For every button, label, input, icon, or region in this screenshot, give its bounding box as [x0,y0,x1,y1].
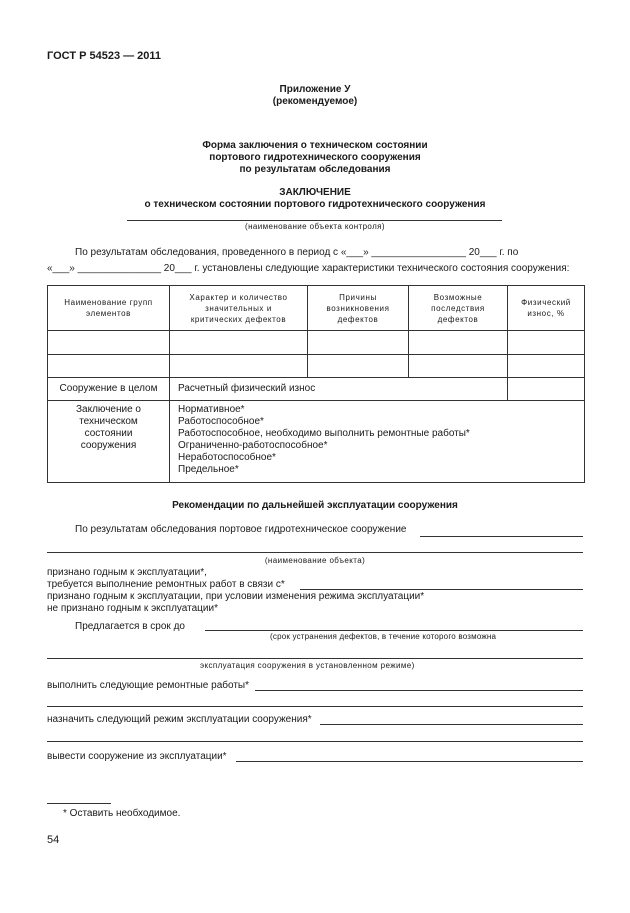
header-physical-wear: Физический износ, % [508,286,585,331]
table-cell[interactable] [48,355,170,378]
technical-state-table [47,285,585,483]
conclusion-label: Заключение о техническом состоянии сооружения [48,401,170,483]
table-cell[interactable] [308,331,409,355]
table-row-structure [48,378,585,401]
conditions-cell [170,401,585,483]
appendix-title: Приложение У [279,84,351,95]
option-fit[interactable]: признано годным к эксплуатации*, [47,567,207,578]
form-title-line2: портового гидротехнического сооружения [209,152,421,163]
condition-option[interactable]: Работоспособное* [178,416,264,427]
condition-option[interactable]: Работоспособное, необходимо выполнить ремонтные работы* [178,428,470,439]
table-cell[interactable] [508,331,585,355]
header-causes: Причины возникновения дефектов [308,286,409,331]
term-field[interactable] [205,630,583,631]
structure-name-field[interactable] [420,536,583,537]
table-row [48,331,585,355]
repair-works-field-2[interactable] [47,706,583,707]
option-repair-needed[interactable]: требуется выполнение ремонтных работ в связи с* [47,579,285,590]
condition-option[interactable]: Предельное* [178,464,239,475]
header-defects: Характер и количество значительных и критических дефектов [170,286,308,331]
recommendations-heading: Рекомендации по дальнейшей эксплуатации сооружения [172,500,458,511]
standard-header: ГОСТ Р 54523 — 2011 [47,50,162,62]
object-caption: (наименование объекта) [264,556,366,565]
option-fit-conditional[interactable]: признано годным к эксплуатации, при условии изменения режима эксплуатации* [47,591,425,602]
header-consequences: Возможные последствия дефектов [409,286,508,331]
form-title-line1: Форма заключения о техническом состоянии [202,140,428,151]
operation-mode-label: назначить следующий режим эксплуатации сооружения* [47,714,312,725]
table-row [48,355,585,378]
table-cell[interactable] [48,331,170,355]
table-cell[interactable] [409,355,508,378]
footnote-text: * Оставить необходимое. [63,808,181,819]
condition-option[interactable]: Ограниченно-работоспособное* [178,440,328,451]
form-title-line3: по результатам обследования [239,164,391,175]
conclusion-heading: ЗАКЛЮЧЕНИЕ [279,187,351,198]
term-caption-1: (срок устранения дефектов, в течение которого возможна [270,632,497,641]
footnote-separator [47,803,111,804]
physical-wear-value[interactable] [508,378,585,401]
table-header-row [48,286,585,331]
table-cell[interactable] [409,331,508,355]
intro-line1: По результатам обследования, проведенного в период с «___» _________________ 20___ г. по [75,247,519,258]
operation-mode-field[interactable] [320,724,583,725]
table-cell[interactable] [308,355,409,378]
term-caption-2: эксплуатация сооружения в установленном режиме) [200,661,415,670]
object-name-line[interactable] [127,220,502,221]
physical-wear-label: Расчетный физический износ [170,378,508,401]
table-row-conclusion [48,401,585,483]
repair-works-label: выполнить следующие ремонтные работы* [47,680,249,691]
intro-line2: «___» _______________ 20___ г. установлены следующие характеристики технического состояния сооружения: [47,263,570,274]
condition-option[interactable]: Неработоспособное* [178,452,276,463]
table-cell[interactable] [508,355,585,378]
proposed-label: Предлагается в срок до [75,621,185,632]
appendix-subtitle: (рекомендуемое) [272,96,358,107]
header-element-groups: Наименование групп элементов [48,286,170,331]
structure-label: Сооружение в целом [48,378,170,401]
recommendations-intro: По результатам обследования портовое гидротехническое сооружение [75,524,407,535]
operation-mode-field-2[interactable] [47,741,583,742]
table-cell[interactable] [170,331,308,355]
conclusion-subheading: о техническом состоянии портового гидротехнического сооружения [144,199,486,210]
page-number: 54 [47,834,60,846]
repair-works-field[interactable] [255,690,583,691]
decommission-label: вывести сооружение из эксплуатации* [47,751,227,762]
object-name-caption: (наименование объекта контроля) [245,222,385,231]
condition-option[interactable]: Нормативное* [178,404,245,415]
decommission-field[interactable] [236,761,583,762]
option-not-fit[interactable]: не признано годным к эксплуатации* [47,603,218,614]
repair-reason-field[interactable] [300,589,583,590]
structure-name-field-2[interactable] [47,552,583,553]
term-field-2[interactable] [47,658,583,659]
table-cell[interactable] [170,355,308,378]
